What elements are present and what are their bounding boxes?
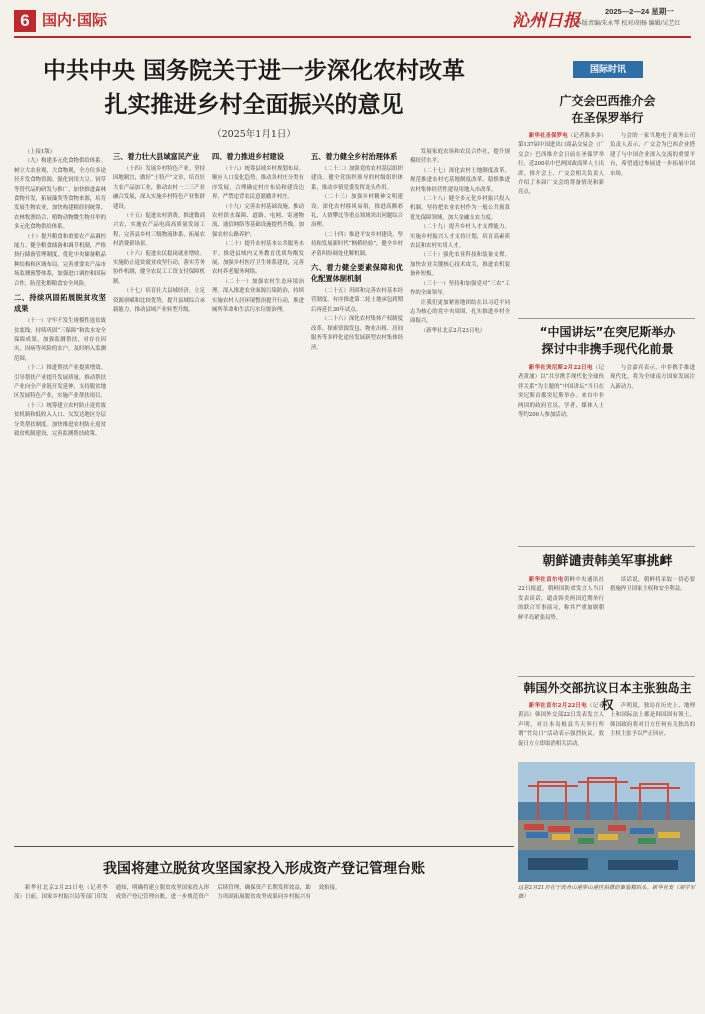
byline: 新华社首尔2月22日电 [528,703,588,709]
page-header [0,0,705,38]
paragraph: （十一）守牢不发生规模性返贫致贫底线。持续巩固“三保障”和饮水安全保障成果，加强监测帮扶，对存在因灾、因病等风险的农户，及时纳入监测范围。 [14,318,106,362]
sidebar-article-4-left [518,702,604,758]
paper-logo: 沁州日报 [512,11,580,31]
paragraph: （二十三）加强乡村精神文明建设。深化农村移风易俗，推进高额彩礼、人情攀比等重点领域突出问题综合治理。 [311,194,403,229]
headline-line: “中国讲坛”在突尼斯举办 [539,325,676,339]
sidebar-article-2-left [518,364,604,540]
port-photo [518,762,695,882]
sidebar-divider [518,546,695,547]
paragraph: （十八）统筹县域乡村规划布局。顺应人口变化趋势，推动各村庄分类有序发展，合理确定村庄布局和建设边界，严禁违背农民意愿撤并村庄。 [212,166,304,201]
article-text: （记者黄浦）以“共享携手现代化全球伙伴关系”为主题的“中国讲坛”当日在突尼斯首都突尼斯举办。来自中非两国的政府官员、学者、媒体人士等约200人参加活动。 [518,365,604,419]
paragraph: （十三）统筹建立农村防止返贫致贫机制和低收入人口、欠发达地区分层分类帮扶制度。加快推进农村防止返贫致贫机制建设，完善监测帮扶政策。 [14,402,106,437]
article-column-1 [14,148,106,840]
paragraph: （二十四）推进平安乡村建设。坚持和发展新时代“枫桥经验”，健全乡村矛盾纠纷调处化解机制。 [311,231,403,257]
paragraph [518,132,604,198]
byline: 新华社首尔电 [528,577,564,583]
section-heading: 六、着力健全要素保障和优化配置体制机制 [311,263,403,284]
sidebar-article-2-right [610,364,695,540]
paragraph: （二十二）加强党的农村基层组织建设。健全党组织领导的村级组织体系，推动乡镇党委发挥龙头作用。 [311,166,403,191]
paragraph: （二十九）提升乡村人才支撑能力。实施乡村振兴人才支持计划，培育高素质农民和农村实用人才。 [410,224,510,250]
paragraph: （十）提升粮食和重要农产品调控能力。健全粮食储备和调节机制，严格执行储备管理制度，优化中央储备粮品种结构和区域布局。完善重要农产品市场监测预警体系，加强进口调控和国际合作，防范化解粮食安全风险。 [14,233,106,287]
paragraph: （二十五）巩固和完善农村基本经营制度。有序推进第二轮土地承包到期后再延长30年试点。 [311,288,403,313]
paragraph: （九）构建多元化食物供给体系。树立大农业观、大食物观，全方位多途径开发食物资源。强化饲用大豆、饲草等替代品的研发与推广，加快推进森林食物开发，拓展藻类等食物来源，培育发展生物农业，加快构建粮经饲统筹、农林牧渔结合、植物动物微生物并举的多元化食物供给体系。 [14,158,106,231]
bottom-article-body [14,884,514,1006]
paragraph: （十九）完善农村基础设施。推动农村供水保障、道路、电网、寄递物流、通信网络等基础设施提档升级，加强农村公路养护。 [212,203,304,238]
sidebar-article-1-left [518,132,604,312]
headline-line: 在圣保罗举行 [571,111,644,125]
sidebar-headline-2 [520,324,695,358]
section-heading: 五、着力健全乡村治理体系 [311,152,398,161]
paragraph: 发展家庭农场和农民合作社，提升规模经营水平。 [410,149,510,165]
byline: 新华社圣保罗电 [528,133,568,139]
sidebar-article-3-right [610,576,695,672]
sidebar-article-4-right [610,702,695,758]
page-number: 6 [14,10,36,32]
headline-line: 广交会巴西推介会 [559,94,656,108]
section-name: 国内·国际 [42,12,107,29]
sidebar-headline-4: 韩国外交部抗议日本主张独岛主权 [523,681,692,712]
bottom-headline: 我国将建立脱贫攻坚国家投入形成资产登记管理台账 [103,861,425,877]
international-news-tag: 国际时讯 [573,61,643,78]
paragraph [518,576,604,623]
port-photo-image [518,762,695,882]
paragraph [518,702,604,749]
article-column-5 [410,148,510,840]
sidebar-article-1-right [610,132,695,312]
sidebar-headline-3: 朝鲜谴责韩美军事挑衅 [542,554,673,569]
paragraph: 与会嘉宾表示，中非携手推进现代化，将为全球南方国家发展注入新动力。 [610,365,695,390]
paragraph: 新华社北京2月23日电（记者李茂）日前，国家乡村振兴局等部门印发通知，明确将建立脱贫攻坚国家投入形成资产登记管理台账，进一步规范资产后续管理，确保资产长期发挥效益，助力巩固拓展脱贫攻坚成果同乡村振兴有效衔接。 [14,885,341,901]
paragraph: （三十一）坚持和加强党对“三农”工作的全面领导。 [410,280,510,297]
paragraph: （十七）培育壮大县域经济。立足资源禀赋和比较优势，提升县域综合承载能力，推动县域产业转型升级。 [113,288,205,314]
section-heading: 二、持续巩固拓展脱贫攻坚成果 [14,293,106,314]
main-headline-line2: 扎实推进乡村全面振兴的意见 [104,92,404,118]
paragraph: （三十）强化农业科技和装备支撑。加快农业关键核心技术攻关，推进农机装备补短板。 [410,252,510,278]
header-divider [14,36,691,38]
paragraph: （二十）提升农村基本公共服务水平。推进县域内义务教育优质均衡发展，加强乡村医疗卫生体系建设，完善农村养老服务网络。 [212,241,304,276]
article-text: 朝鲜中央通讯社22日报道，朝鲜国防省发言人当日发表谈话，谴责韩美两国近期举行的联合军事演习，称其严重加剧朝鲜半岛紧张局势。 [518,577,604,621]
paragraph: （二十一）加强农村生态环境治理。深入推进农业面源污染防治，持续实施农村人居环境整治提升行动，推进厕所革命和生活污水垃圾治理。 [212,278,304,314]
sidebar-article-3-left [518,576,604,672]
section-heading: 三、着力壮大县域富民产业 [113,152,200,161]
sidebar-headline-1 [520,93,695,127]
article-column-3 [212,148,304,840]
main-headline-date: （2025年1月1日） [212,129,296,140]
byline: 新华社突尼斯2月22日电 [528,365,593,371]
section-heading: 四、着力推进乡村建设 [212,152,284,161]
headline-line: 探讨中非携手现代化前景 [541,342,674,356]
article-text: （记者黄洁）韩国外交部22日发表发言人声明，对日本岛根县当天举行所谓“竹岛日”活动表示强烈抗议，敦促日方立即取消相关活动。 [518,703,604,747]
paragraph: （二十六）深化农村集体产权制度改革。探索资源发包、物业出租、居间服务等多样化途径发展新型农村集体经济。 [311,316,403,351]
paragraph [518,364,604,420]
paragraph: 谈话说，朝鲜将采取一切必要措施捍卫国家主权和安全利益。 [610,577,695,593]
paragraph: （十六）促进农民稳岗就业增收。实施防止返贫就业攻坚行动，落实劳务协作机制，健全农民工工资支付保障机制。 [113,250,205,285]
paragraph: 与会的一家当地电子商务公司负责人表示，广交会为巴西企业搭建了与中国企业深入交流的重要平台，希望通过参展进一步拓展中国市场。 [610,133,695,177]
main-headline-line1: 中共中央 国务院关于进一步深化农村改革 [42,58,465,84]
paragraph: （十五）促进农村消费。推进数商兴农，实施农产品电商高质量发展工程，完善县乡村三级物流体系，拓展农村消费新场景。 [113,213,205,248]
paragraph: 声明说，独岛在历史上、地理上和国际法上都是韩国固有领土，韩国政府将对日方任何有关独岛的主权主张予以严正回应。 [610,703,695,738]
photo-caption: 这是2月21日在宁波舟山港穿山港区拍摄的集装箱码头。新华社发（胡学军 摄） [518,885,695,900]
paragraph: （上接1版） [24,149,56,155]
paragraph: （十四）发展乡村特色产业。坚持因地制宜，做好“土特产”文章，培育壮大农产品加工业，推动农村一二三产业融合发展，深入实施乡村特色产业集群建设。 [113,166,205,210]
bottom-divider [14,846,514,847]
main-headline [14,54,494,122]
editor-credits: 本版责编/朱永琴 校对/胡杨 编辑/吴艺红 [576,21,681,27]
paragraph: 让我们更加紧密地团结在以习近平同志为核心的党中央周围，扎实推进乡村全面振兴。 [410,299,510,325]
article-text: （记者陈多多）第137届中国进出口商品交易会（广交会）巴西推介会日前在圣保罗举行，近200名中巴两国政商界人士出席。推介会上，广交会相关负责人介绍了本届广交会的筹备情况和新亮点。 [518,133,604,196]
sidebar-divider [518,676,695,677]
paragraph: （二十七）深化农村土地制度改革。规范推进农村宅基地制度改革，稳慎推进农村集体经营性建设用地入市改革。 [410,167,510,193]
paragraph: （二十八）健全多元化乡村振兴投入机制。坚持把农业农村作为一般公共预算优先保障领域，加大金融支农力度。 [410,196,510,221]
dateline: （新华社北京2月23日电） [420,327,485,334]
article-column-4 [311,148,403,840]
issue-date: 2025—2—24 星期一 [605,7,674,16]
paragraph: （十二）推进帮扶产业提质增效。引导帮扶产业提升发展质量，推动帮扶产业向全产业链开发延伸，支持脱贫地区发展特色产业，实施产业帮扶项目。 [14,365,106,400]
article-column-2 [113,148,205,840]
sidebar-divider [518,318,695,319]
